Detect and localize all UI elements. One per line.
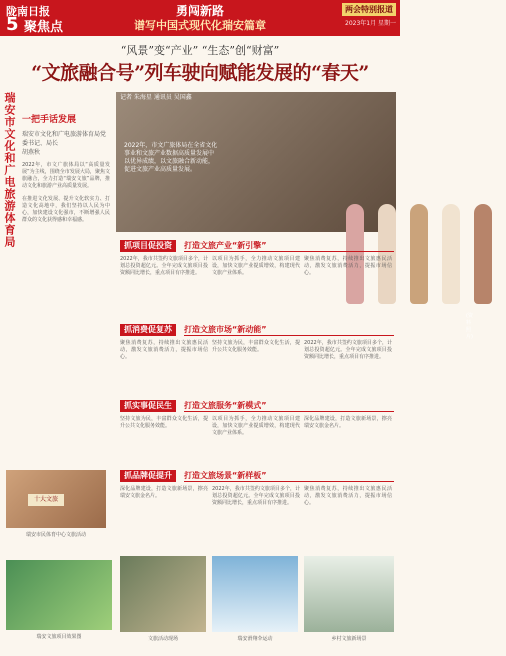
page-header bbox=[0, 0, 400, 36]
section-divider bbox=[184, 251, 394, 252]
body-text-block: 2022年，我市共签约文旅项目多个，计划总投资超亿元。全年完成文旅项目投资额同比增长，重点项目有序推进。 bbox=[304, 340, 392, 360]
section-divider bbox=[184, 335, 394, 336]
masthead: 陇南日报 bbox=[6, 5, 50, 18]
section-label: 抓品牌促提升 bbox=[120, 470, 176, 482]
performer-figure bbox=[442, 204, 460, 304]
issue-info: 2023年1月 星期一 bbox=[345, 20, 396, 27]
section-name: 聚焦点 bbox=[24, 20, 64, 35]
event-photo-caption: 瑞安市民体育中心文旅活动 bbox=[25, 532, 86, 538]
section-title: 打造文旅场景“新样板” bbox=[184, 471, 267, 480]
body-text-block: 以项目为抓手，全力推动文旅项目建设，加快文旅产业提质增效，构建现代文旅产业体系。 bbox=[212, 416, 300, 436]
project-rendering-caption: 瑞安文旅项目效果图 bbox=[36, 634, 82, 640]
paragliding-photo-caption: 瑞安滑翔伞运动 bbox=[237, 636, 273, 642]
activity-photo-caption: 文旅活动现场 bbox=[147, 636, 178, 642]
body-text-block: 坚持文旅为民，丰富群众文化生活，提升公共文化服务效能。 bbox=[120, 416, 208, 429]
page-number: 5 bbox=[6, 14, 19, 35]
rural-scene-photo-caption: 乡村文旅新场景 bbox=[331, 636, 367, 642]
section-bar-consumption bbox=[120, 324, 396, 336]
section-divider bbox=[184, 481, 394, 482]
body-text-block: 聚焦消费复苏，持续推出文旅惠民活动，激发文旅消费活力，提振市场信心。 bbox=[304, 256, 392, 276]
section-label: 抓实事促民生 bbox=[120, 400, 176, 412]
ten-tourism-badge: 十大文旅 bbox=[28, 494, 64, 506]
performer-figure bbox=[410, 204, 428, 304]
vertical-unit-label: 瑞安市文化和广电旅游体育局 bbox=[3, 92, 16, 248]
section-title: 打造文旅产业“新引擎” bbox=[184, 241, 267, 250]
activity-photo bbox=[120, 556, 206, 632]
body-text-block: 以项目为抓手，全力推动文旅项目建设，加快文旅产业提质增效，构建现代文旅产业体系。 bbox=[212, 256, 300, 276]
performer-figure bbox=[474, 204, 492, 304]
section-bar-brand bbox=[120, 470, 396, 482]
body-text-block: 坚持文旅为民，丰富群众文化生活，提升公共文化服务效能。 bbox=[212, 340, 300, 353]
headline-kicker: “风景”变“产业” “生态”创“财富” bbox=[120, 44, 280, 57]
body-text-block: 深化品牌建设，打造文旅新场景，擦亮瑞安文旅金名片。 bbox=[120, 486, 208, 499]
leftbox-subtitle: 瑞安市文化和广电旅游体育局党委书记、局长 bbox=[22, 131, 107, 147]
body-text-block: 深化品牌建设，打造文旅新场景，擦亮瑞安文旅金名片。 bbox=[304, 416, 392, 429]
intro-text: 2022年，市文广旅体局在全省文化事业和文旅产业数据高质量发展中以优异成绩，以文旅融合新动能，促进文旅产业高质量发展。 bbox=[124, 142, 218, 173]
project-rendering-photo bbox=[6, 560, 112, 630]
special-report-badge: 两会特别报道 bbox=[342, 3, 396, 16]
body-text-block: 2022年，我市共签约文旅项目多个，计划总投资超亿元。全年完成文旅项目投资额同比增长，重点项目有序推进。 bbox=[212, 486, 300, 506]
left-paragraph: 2022年，市文广旅体局以“高质量发展”为主线，围绕全市发展大局，聚焦文旅融合，全力打造“瑞安文旅”品牌，推动文化和旅游产业高质量发展。 bbox=[22, 162, 110, 189]
byline: 记者 朱海星 通讯员 吴国鑫 bbox=[120, 94, 192, 101]
section-label: 抓消费促复苏 bbox=[120, 324, 176, 336]
body-text-block: 聚焦消费复苏，持续推出文旅惠民活动，激发文旅消费活力，提振市场信心。 bbox=[304, 486, 392, 506]
section-bar-investment bbox=[120, 240, 396, 252]
photo-credit: (资料照片) bbox=[466, 313, 473, 340]
theme-title: 勇闯新路 bbox=[175, 4, 224, 18]
body-text-block: 聚焦消费复苏，持续推出文旅惠民活动，激发文旅消费活力，提振市场信心。 bbox=[120, 340, 208, 360]
section-title: 打造文旅服务“新模式” bbox=[184, 401, 267, 410]
section-bar-livelihood bbox=[120, 400, 396, 412]
leftbox-title: 一把手话发展 bbox=[22, 115, 77, 125]
headline-title: “文旅融合号”列车驶向赋能发展的“春天” bbox=[31, 62, 369, 84]
section-title: 打造文旅市场“新动能” bbox=[184, 325, 267, 334]
paragliding-photo bbox=[212, 556, 298, 632]
rural-scene-photo bbox=[304, 556, 394, 632]
leftbox-author: 胡燕秋 bbox=[22, 149, 41, 156]
theme-subtitle: 谱写中国式现代化瑞安篇章 bbox=[134, 19, 266, 32]
section-label: 抓项目促投资 bbox=[120, 240, 176, 252]
body-text-block: 2022年，我市共签约文旅项目多个，计划总投资超亿元。全年完成文旅项目投资额同比增长，重点项目有序推进。 bbox=[120, 256, 208, 276]
section-divider bbox=[184, 411, 394, 412]
left-paragraph: 在推进文化发展、提升文化软实力、打造文化高地中，我们坚持以人民为中心，加快建设文化强市，不断增强人民群众的文化获得感和幸福感。 bbox=[22, 196, 110, 223]
